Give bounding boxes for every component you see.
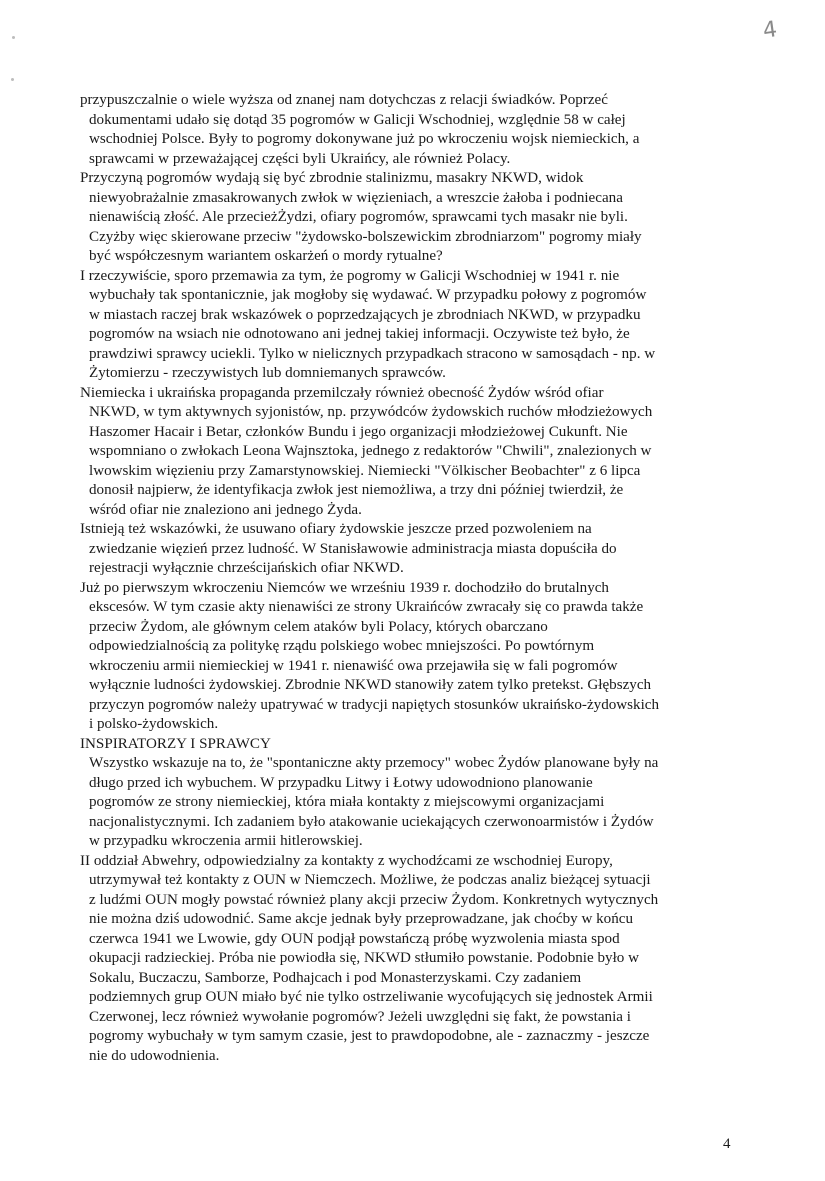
text-line: niewyobrażalnie zmasakrowanych zwłok w więzieniach, a wreszcie żałoba i podniecana — [89, 189, 623, 206]
text-line: nie do udowodnienia. — [89, 1047, 220, 1064]
text-line: NKWD, w tym aktywnych syjonistów, np. przywódców żydowskich ruchów młodzieżowych — [89, 404, 653, 420]
text-line: utrzymywał też kontakty z OUN w Niemczech. Możliwe, że podczas analiz bieżącej sytuacji — [89, 872, 651, 888]
text-line: ekscesów. W tym czasie akty nienawiści ze strony Ukraińców zwracały się co prawda także — [89, 599, 644, 615]
text-line: przyczyn pogromów należy upatrywać w tradycji napiętych stosunków ukraińsko-żydowskich — [89, 696, 660, 713]
text-line: Przyczyną pogromów wydają się być zbrodnie stalinizmu, masakry NKWD, widok — [80, 170, 584, 186]
text-line: Już po pierwszym wkroczeniu Niemców we wrześniu 1939 r. dochodziło do brutalnych — [80, 579, 609, 596]
text-line: Sokalu, Buczaczu, Samborze, Podhajcach i pod Monasterzyskami. Czy zadaniem — [89, 969, 582, 986]
text-line: przypuszczalnie o wiele wyższa od znanej nam dotychczas z relacji świadków. Poprzeć — [80, 92, 608, 108]
text-line: pogromów ze strony niemieckiej, która miała kontakty z miejscowymi organizacjami — [89, 794, 605, 810]
text-line: Wszystko wskazuje na to, że "spontaniczne akty przemocy" wobec Żydów planowane były na — [89, 755, 659, 771]
text-line: czerwca 1941 we Lwowie, gdy OUN podjął powstańczą próbę wyzwolenia miasta spod — [89, 930, 620, 947]
text-line: nacjonalistycznymi. Ich zadaniem było atakowanie uciekających czerwonoarmistów i Żydów — [89, 813, 654, 830]
text-line: wspomniano o zwłokach Leona Wajnsztoka, jednego z redaktorów "Chwili", znalezionych w — [89, 443, 652, 459]
text-line: i polsko-żydowskich. — [89, 716, 219, 732]
scan-artifact-dot — [11, 78, 14, 81]
text-line: dokumentami udało się dotąd 35 pogromów w Galicji Wschodniej, względnie 58 w całej — [89, 111, 626, 128]
text-line: odpowiedzialnością za politykę rządu polskiego wobec mniejszości. Po powtórnym — [89, 638, 595, 654]
document-body-text — [80, 91, 740, 1066]
text-line: wybuchały tak spontanicznie, jak mogłoby się wydawać. W przypadku połowy z pogromów — [89, 287, 647, 303]
text-line: Żytomierzu - rzeczywistych lub domniemanych sprawców. — [89, 365, 446, 381]
text-line: pogromy wybuchały w tym samym czasie, jest to prawdopodobne, ale - zaznaczmy - jeszcze — [89, 1028, 650, 1044]
text-line: w miastach raczej brak wskazówek o poprzedzających je zbrodniach NKWD, w przypadku — [89, 306, 641, 323]
text-line: wschodniej Polsce. Były to pogromy dokonywane już po wkroczeniu wojsk niemieckich, a — [89, 131, 640, 147]
text-line: pogromów na wsiach nie odnotowano ani jednej takiej informacji. Oczywiste też było, że — [89, 326, 630, 342]
text-line: podziemnych grup OUN miało być nie tylko ostrzeliwanie wycofujących się jednostek Armii — [89, 989, 653, 1005]
text-line: wyłącznie ludności żydowskiej. Zbrodnie NKWD stanowiły zatem tylko pretekst. Głębszych — [89, 677, 652, 693]
page-number: 4 — [723, 1136, 731, 1152]
text-line: w przypadku wkroczenia armii hitlerowskiej. — [89, 833, 363, 849]
text-line: prawdziwi sprawcy uciekli. Tylko w nielicznych przypadkach stracono w samosądach - np. w — [89, 345, 656, 362]
text-line: rejestracji wyłącznie chrześcijańskich ofiar NKWD. — [89, 560, 404, 576]
scan-artifact-dot — [12, 36, 15, 39]
text-line: Czyżby więc skierowane przeciw "żydowsko-bolszewickim zbrodniarzom" pogromy miały — [89, 228, 642, 245]
text-line: donosił najpierw, że identyfikacja zwłok jest niemożliwa, a trzy dni później twierdził, że — [89, 482, 624, 498]
text-line: być współczesnym wariantem oskarżeń o mordy rytualne? — [89, 248, 443, 264]
text-line: Czerwonej, lecz również wywołanie pogromów? Jeżeli uwzględni się fakt, że powstania i — [89, 1008, 631, 1025]
text-line: przeciw Żydom, ale głównym celem ataków byli Polacy, których obarczano — [89, 618, 548, 635]
text-line: Haszomer Hacair i Betar, członków Bundu i jego organizacji młodzieżowej Cukunft. Nie — [89, 423, 628, 440]
text-line: nienawiścią złość. Ale przecieżŻydzi, ofiary pogromów, sprawcami tych masakr nie byli. — [89, 209, 628, 225]
text-line: lwowskim więzieniu przy Zamarstynowskiej. Niemiecki "Völkischer Beobachter" z 6 lipca — [89, 462, 641, 479]
text-line: wśród ofiar nie znaleziono ani jednego Żyda. — [89, 501, 362, 518]
text-line: sprawcami w przeważającej części byli Ukraińcy, ale również Polacy. — [89, 150, 511, 167]
text-line: zwiedzanie więzień przez ludność. W Stanisławowie administracja miasta dopuściła do — [89, 540, 617, 557]
text-line: z ludźmi OUN mogły powstać również plany akcji przeciw Żydom. Konkretnych wytycznych — [89, 891, 659, 908]
text-line: II oddział Abwehry, odpowiedzialny za kontakty z wychodźcami ze wschodniej Europy, — [80, 852, 613, 869]
text-line: nie można dziś udowodnić. Same akcje jednak były przeprowadzane, jak choćby w końcu — [89, 911, 634, 927]
text-line: długo przed ich wybuchem. W przypadku Litwy i Łotwy udowodniono planowanie — [89, 774, 593, 791]
text-line: Istnieją też wskazówki, że usuwano ofiary żydowskie jeszcze przed pozwoleniem na — [80, 521, 592, 537]
handwritten-page-mark: 4 — [761, 17, 779, 44]
text-line: I rzeczywiście, sporo przemawia za tym, że pogromy w Galicji Wschodniej w 1941 r. nie — [80, 267, 620, 284]
text-line: wkroczeniu armii niemieckiej w 1941 r. nienawiść owa przejawiła się w fali pogromów — [89, 657, 618, 674]
text-line: okupacji radzieckiej. Próba nie powiodła się, NKWD stłumiło powstanie. Podobnie było w — [89, 950, 639, 966]
text-line: Niemiecka i ukraińska propaganda przemilczały również obecność Żydów wśród ofiar — [80, 384, 604, 401]
text-line: INSPIRATORZY I SPRAWCY — [80, 735, 271, 752]
